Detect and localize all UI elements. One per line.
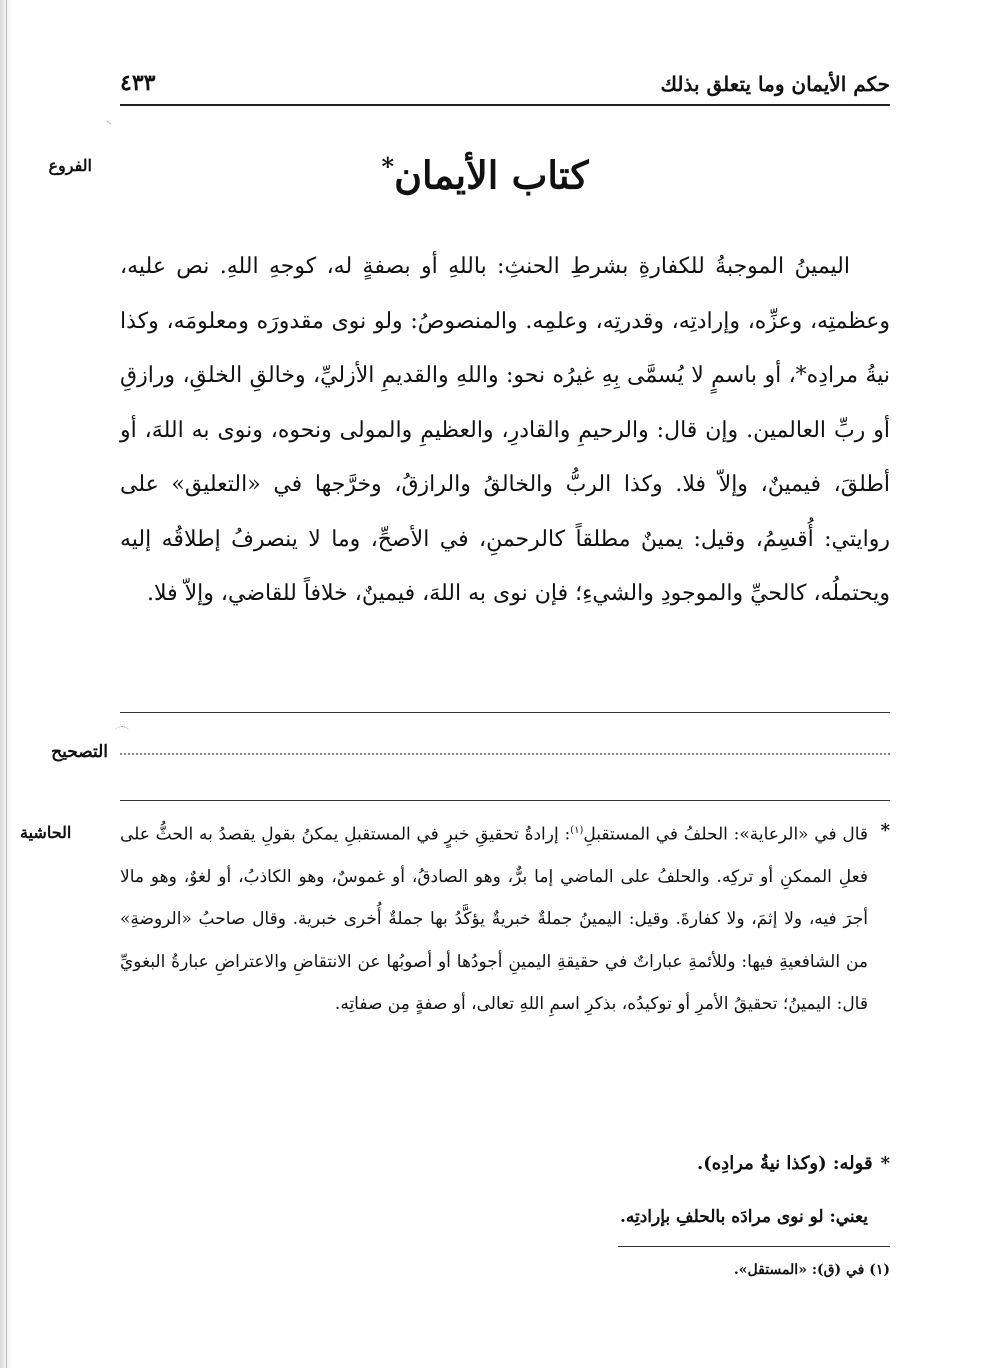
tashih-mark bbox=[114, 726, 130, 735]
footnote-ref: (١) bbox=[570, 825, 584, 836]
qawluhu-line bbox=[120, 1148, 890, 1180]
footnote-rule bbox=[618, 1246, 890, 1247]
page-edge-line bbox=[6, 0, 7, 1368]
book-title-marker: * bbox=[381, 152, 395, 181]
book-title bbox=[300, 152, 670, 212]
main-text: اليمينُ الموجبةُ للكفارةِ بشرطِ الحنثِ: باللهِ أو بصفةٍ له، كوجهِ اللهِ. نص عليه، وعظمتِه، وعزِّه، وإرادتِه، وقدرتِه، وعلمِه. والمنصوصُ: ولو نوى مقدورَه ومعلومَه، وكذا نيةُ مرادِه*، أو باسمٍ لا يُسمَّى بِهِ غيرُه نحو: واللهِ والقديمِ الأزليِّ، وخالقِ الخلقِ، ورازقِ أو ربِّ العالمين. وإن قال: والرحيمِ والقادرِ، والعظيمِ والمولى ونحوه، ونوى به اللهَ، أو أطلقَ، فيمينٌ، وإلاّ فلا. وكذا الربُّ والخالقُ والرازقُ، وخرَّجها في «التعليق» على روايتي: أُقسِمُ، وقيل: يمينٌ مطلقاً كالرحمنِ، في الأصحِّ، وما لا ينصرفُ إطلاقُه إليه ويحتملُه، كالحيِّ والموجودِ والشيءِ؛ فإن نوى به اللهَ، فيمينٌ، خلافاً للقاضي، وإلاّ فلا. bbox=[120, 254, 890, 606]
tashih-dotted-line bbox=[120, 753, 890, 755]
qawluhu-text: قوله: (وكذا نيةُ مرادِه). bbox=[696, 1153, 873, 1174]
page-edge-shadow bbox=[0, 0, 14, 1368]
main-text-block bbox=[120, 240, 890, 622]
scan-speck bbox=[106, 120, 111, 125]
asterisk-bullet: * bbox=[880, 1153, 890, 1174]
margin-label-tashih: التصحيح bbox=[51, 742, 108, 762]
page-header bbox=[120, 68, 890, 106]
page-number: ٤٣٣ bbox=[120, 70, 156, 96]
book-title-text: كتاب الأيمان bbox=[394, 152, 589, 198]
margin-label-furu: الفروع bbox=[48, 156, 92, 175]
hashiya-block bbox=[120, 810, 890, 1026]
main-text-separator bbox=[120, 712, 890, 713]
asterisk-bullet: * bbox=[880, 820, 890, 841]
margin-label-hashiya: الحاشية bbox=[20, 823, 72, 842]
hashiya-paragraph bbox=[120, 810, 890, 1026]
running-title: حكم الأيمان وما يتعلق بذلك bbox=[660, 72, 890, 96]
footnote: (١) في (ق): «المستقل». bbox=[733, 1262, 890, 1278]
hashiya-separator bbox=[120, 800, 890, 801]
yani-line: يعني: لو نوى مرادَه بالحلفِ بإرادتِه. bbox=[619, 1207, 868, 1227]
hashiya-text-part1: قال في «الرعاية»: الحلفُ في المستقبلِ bbox=[583, 824, 868, 845]
hashiya-text-part2: : إرادةُ تحقيقِ خبرٍ في المستقبلِ يمكنُ بقولِ يقصدُ به الحثُّ على فعلِ الممكنِ أو تركِه. والحلفُ على الماضي إما برٌّ، وهو الصادقُ، أو غموسٌ، وهو الكاذبُ، أو لغوٌ، وهو مالا أجرَ فيه، ولا إثمَ، ولا كفارةَ. وقيل: اليمينُ جملةٌ خبريةٌ يؤكَّدُ بها جملةٌ أُخرى خبرية. وقال صاحبُ «الروضةِ» من الشافعيةِ فيها: وللأئمةِ عباراتٌ في حقيقةِ اليمينِ أجودُها أو أصوبُها عن الانتقاضِ والاعتراضِ عبارةُ البغويِّ قال: اليمينُ؛ تحقيقُ الأمرِ أو توكيدُه، بذكرِ اسمِ اللهِ تعالى، أو صفةٍ مِن صفاتِه. bbox=[120, 824, 868, 1015]
